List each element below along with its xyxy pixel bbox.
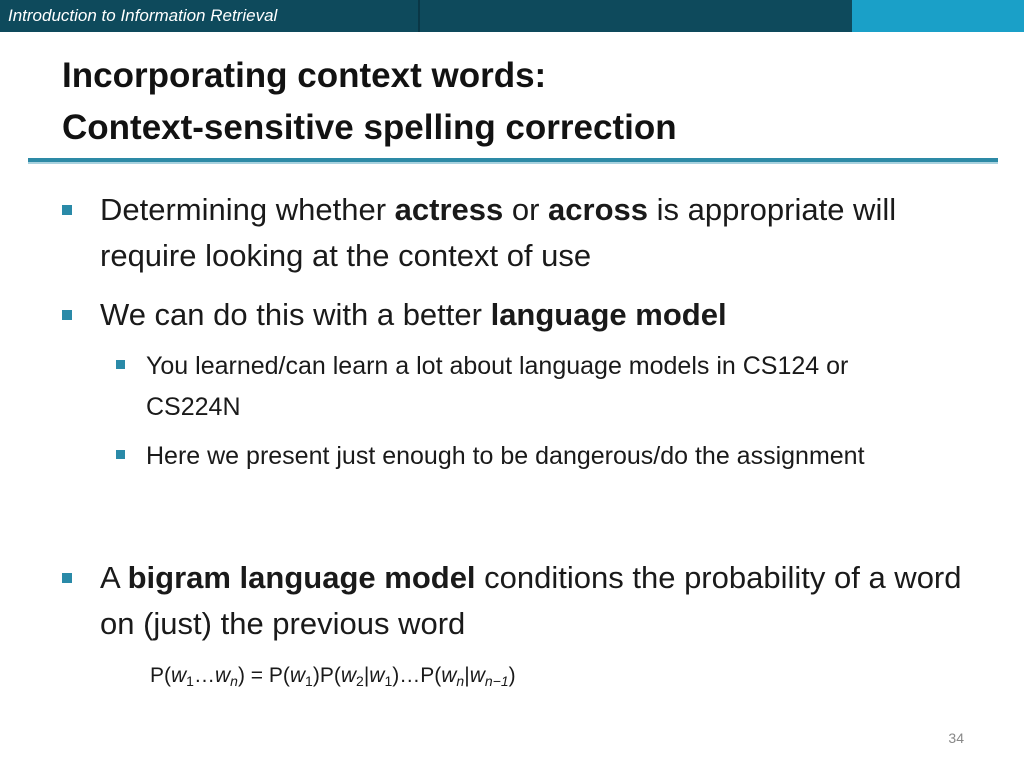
bullet-3 [62,555,982,647]
sub-bullet-square-icon [116,360,125,369]
bullet-1-text-b: or [503,192,549,227]
sub-bullet-2 [116,436,916,477]
bullet-1 [62,187,982,279]
bullet-3-text-b: conditions the probability of a word on (just) the previous word [100,560,962,641]
course-title: Introduction to Information Retrieval [8,6,278,25]
bullet-2-text-a: We can do this with a better [100,297,491,332]
bullet-square-icon [62,310,72,320]
slide-title [62,50,962,154]
page-number: 34 [948,730,964,746]
bullet-1-text [100,187,982,279]
sub-bullet-1 [116,346,916,428]
slide-title-line-1: Incorporating context words: [62,56,547,95]
bullet-2-bold-language-model: language model [490,297,727,332]
bullet-3-text-a: A [100,560,128,595]
bullet-square-icon [62,205,72,215]
header-bar [0,0,1024,32]
bullet-1-text-c: is appropriate will require looking at the context of use [100,192,897,273]
sub-bullet-1-text: You learned/can learn a lot about language models in CS124 or CS224N [146,352,849,421]
bullet-1-bold-across: across [548,192,648,227]
bullet-3-bold-bigram: bigram language model [127,560,476,595]
bullet-2-text [100,292,982,338]
sub-bullet-square-icon [116,450,125,459]
bigram-formula: $P(w_1\dots w_n)$ = $P(w_1)P(w_2|w_1)\dots P(w_n|w_{n-1})$ [150,664,516,689]
bullet-square-icon [62,573,72,583]
bullet-1-bold-actress: actress [394,192,504,227]
slide-title-line-2: Context-sensitive spelling correction [62,108,677,147]
header-light-band [852,0,1024,32]
header-divider [418,0,420,32]
title-underline-shadow [28,162,998,164]
bullet-3-text [100,555,982,647]
bullet-1-text-a: Determining whether [100,192,395,227]
bullet-2 [62,292,982,338]
sub-bullet-2-text: Here we present just enough to be dangerous/do the assignment [146,442,865,470]
